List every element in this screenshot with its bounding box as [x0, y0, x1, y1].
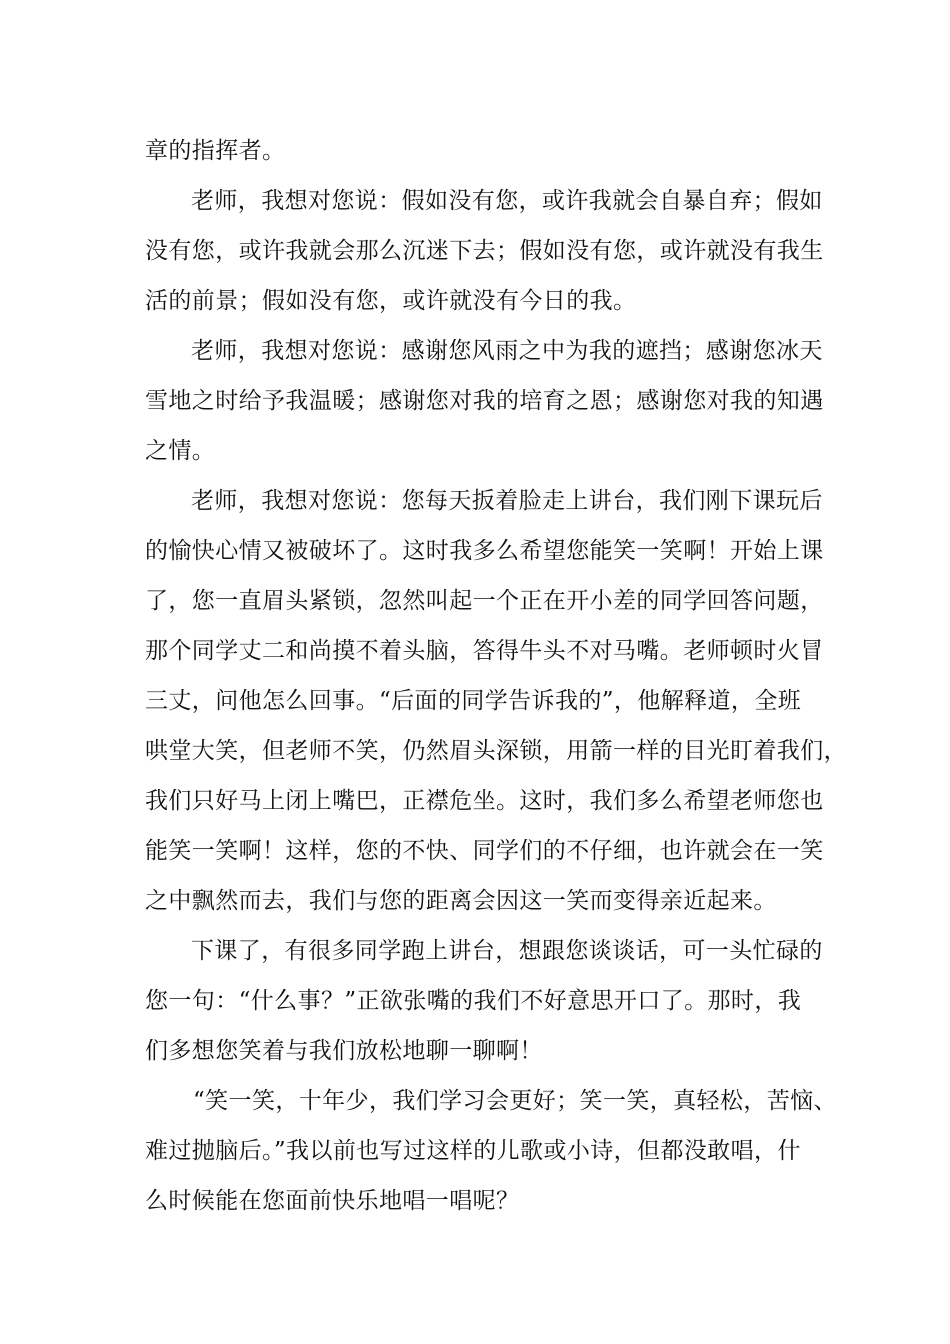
text-line: 的愉快心情又被破坏了。这时我多么希望您能笑一笑啊！开始上课 [145, 538, 824, 564]
paragraph-smile-story [145, 476, 847, 926]
document-body [145, 126, 847, 1226]
paragraph-song [145, 1076, 835, 1226]
text-line: 哄堂大笑，但老师不笑，仍然眉头深锁，用箭一样的目光盯着我们， [145, 738, 847, 764]
paragraph-if-not-you [145, 176, 835, 326]
paragraph-thanks [145, 326, 835, 476]
text-line: 活的前景；假如没有您，或许就没有今日的我。 [145, 288, 637, 314]
text-line: 我们只好马上闭上嘴巴，正襟危坐。这时，我们多么希望老师您也 [145, 788, 824, 814]
text-line: 们多想您笑着与我们放松地聊一聊啊！ [145, 1038, 543, 1064]
text-line: 之情。 [145, 438, 216, 464]
paragraph-after-class [145, 926, 835, 1076]
text-line: 难过抛脑后。”我以前也写过这样的儿歌或小诗，但都没敢唱，什 [145, 1138, 801, 1164]
text-line: 没有您，或许我就会那么沉迷下去；假如没有您，或许就没有我生 [145, 238, 824, 264]
text-line: “笑一笑，十年少，我们学习会更好；笑一笑，真轻松，苦恼、 [193, 1088, 837, 1114]
text-line: 老师，我想对您说：感谢您风雨之中为我的遮挡；感谢您冰天 [191, 338, 823, 364]
text-line: 能笑一笑啊！这样，您的不快、同学们的不仔细，也许就会在一笑 [145, 838, 824, 864]
text-line: 老师，我想对您说：假如没有您，或许我就会自暴自弃；假如 [191, 188, 823, 214]
text-line: 下课了，有很多同学跑上讲台，想跟您谈谈话，可一头忙碌的 [191, 938, 823, 964]
text-line: 了，您一直眉头紧锁，忽然叫起一个正在开小差的同学回答问题， [145, 588, 824, 614]
text-line: 您一句：“什么事？”正欲张嘴的我们不好意思开口了。那时，我 [145, 988, 802, 1014]
text-line: 老师，我想对您说：您每天扳着脸走上讲台，我们刚下课玩后 [191, 488, 823, 514]
text-line: 么时候能在您面前快乐地唱一唱呢？ [145, 1188, 520, 1214]
text-line: 那个同学丈二和尚摸不着头脑，答得牛头不对马嘴。老师顿时火冒 [145, 638, 824, 664]
text-line: 之中飘然而去，我们与您的距离会因这一笑而变得亲近起来。 [145, 888, 777, 914]
paragraph-continuation [145, 126, 835, 176]
text-line: 雪地之时给予我温暖；感谢您对我的培育之恩；感谢您对我的知遇 [145, 388, 824, 414]
text-line: 三丈，问他怎么回事。“后面的同学告诉我的”，他解释道，全班 [145, 688, 802, 714]
text-line: 章的指挥者。 [145, 138, 286, 164]
